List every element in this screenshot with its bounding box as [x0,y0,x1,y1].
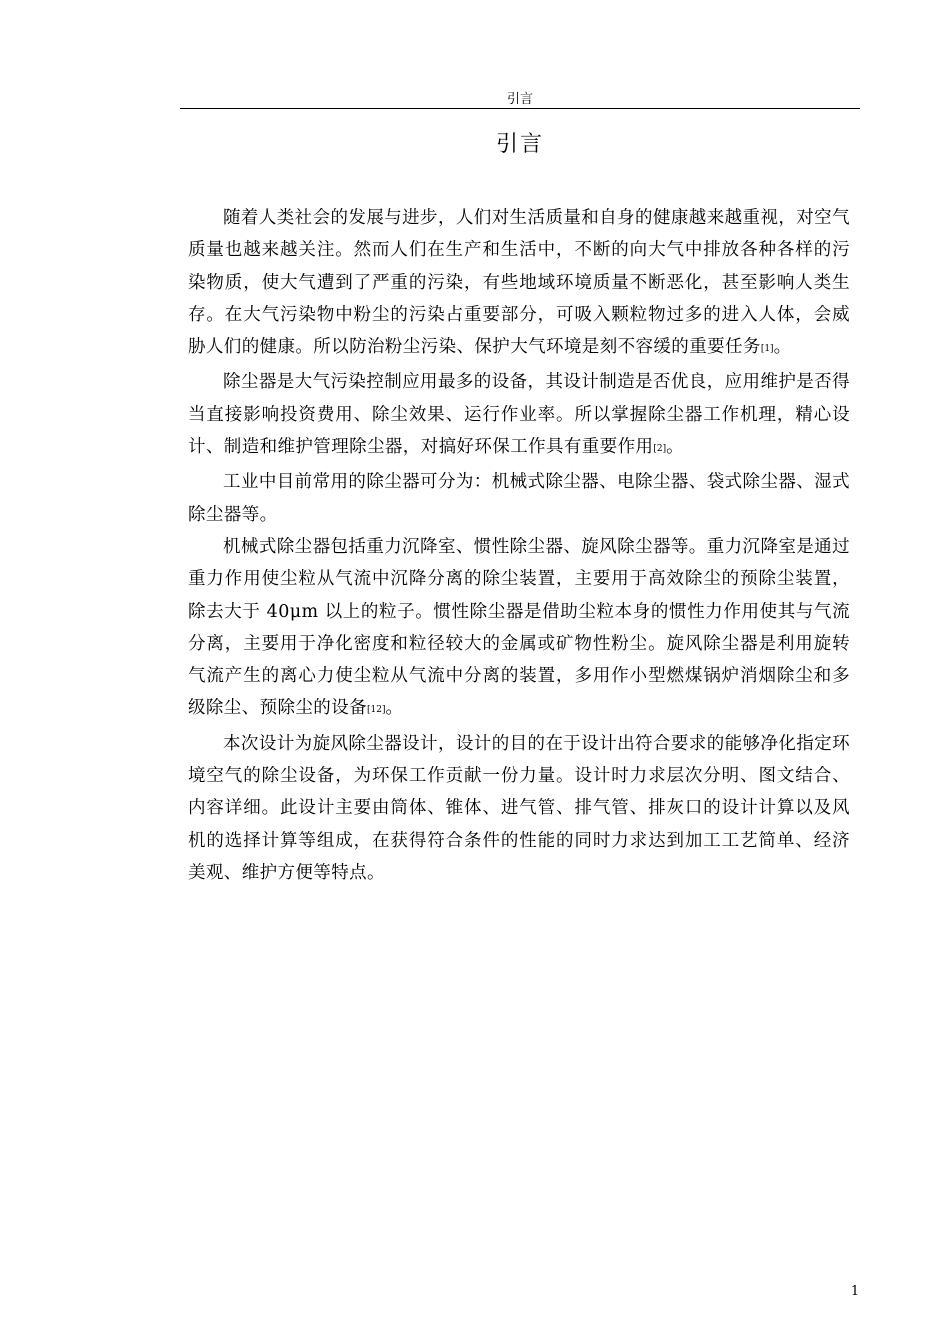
page-title: 引言 [495,132,544,157]
paragraph-1 [188,202,850,366]
header-rule [180,108,860,109]
paragraph-tail: 。 [773,337,792,358]
paragraph-3 [188,466,850,531]
paragraph-tail: 。 [385,698,404,719]
paragraph-text: 工业中目前常用的除尘器可分为：机械式除尘器、电除尘器、袋式除尘器、湿式除尘器等。 [188,472,850,525]
paragraph-2 [188,366,850,466]
citation-marker: [2] [653,444,667,455]
paragraph-text: 随着人类社会的发展与进步，人们对生活质量和自身的健康越来越重视，对空气质量也越来越关注。然而人们在生产和生活中，不断的向大气中排放各种各样的污染物质，使大气遭到了严重的污染，有些地域环境质量不断恶化，甚至影响人类生存。在大气污染物中粉尘的污染占重要部分，可吸入颗粒物过多的进入人体，会威胁人们的健康。所以防治粉尘污染、保护大气环境是刻不容缓的重要任务 [188,208,850,358]
citation-marker: [12] [367,705,386,716]
paragraph-text: 除尘器是大气污染控制应用最多的设备，其设计制造是否优良，应用维护是否得当直接影响投资费用、除尘效果、运行作业率。所以掌握除尘器工作机理，精心设计、制造和维护管理除尘器，对搞好环保工作具有重要作用 [188,372,850,458]
body-text [188,202,850,889]
citation-marker: [1] [760,344,774,355]
paragraph-tail: 。 [666,437,685,458]
running-header: 引言 [506,92,533,107]
page-number: 1 [850,1284,860,1299]
paragraph-text: 机械式除尘器包括重力沉降室、惯性除尘器、旋风除尘器等。重力沉降室是通过重力作用使尘粒从气流中沉降分离的除尘装置，主要用于高效除尘的预除尘装置，除去大于 40μm 以上的粒子。惯性除尘器是借助尘粒本身的惯性力作用使其与气流分离，主要用于净化密度和粒径较大的金属或矿物性粉尘。旋风除尘器是利用旋转气流产生的离心力使尘粒从气流中分离的装置，多用作小型燃煤锅炉消烟除尘和多级除尘、预除尘的设备 [188,536,850,719]
paragraph-4 [188,531,850,728]
paragraph-text: 本次设计为旋风除尘器设计，设计的目的在于设计出符合要求的能够净化指定环境空气的除尘设备，为环保工作贡献一份力量。设计时力求层次分明、图文结合、内容详细。此设计主要由筒体、锥体、进气管、排气管、排灰口的设计计算以及风机的选择计算等组成，在获得符合条件的性能的同时力求达到加工工艺简单、经济美观、维护方便等特点。 [188,733,850,883]
paragraph-5 [188,728,850,889]
